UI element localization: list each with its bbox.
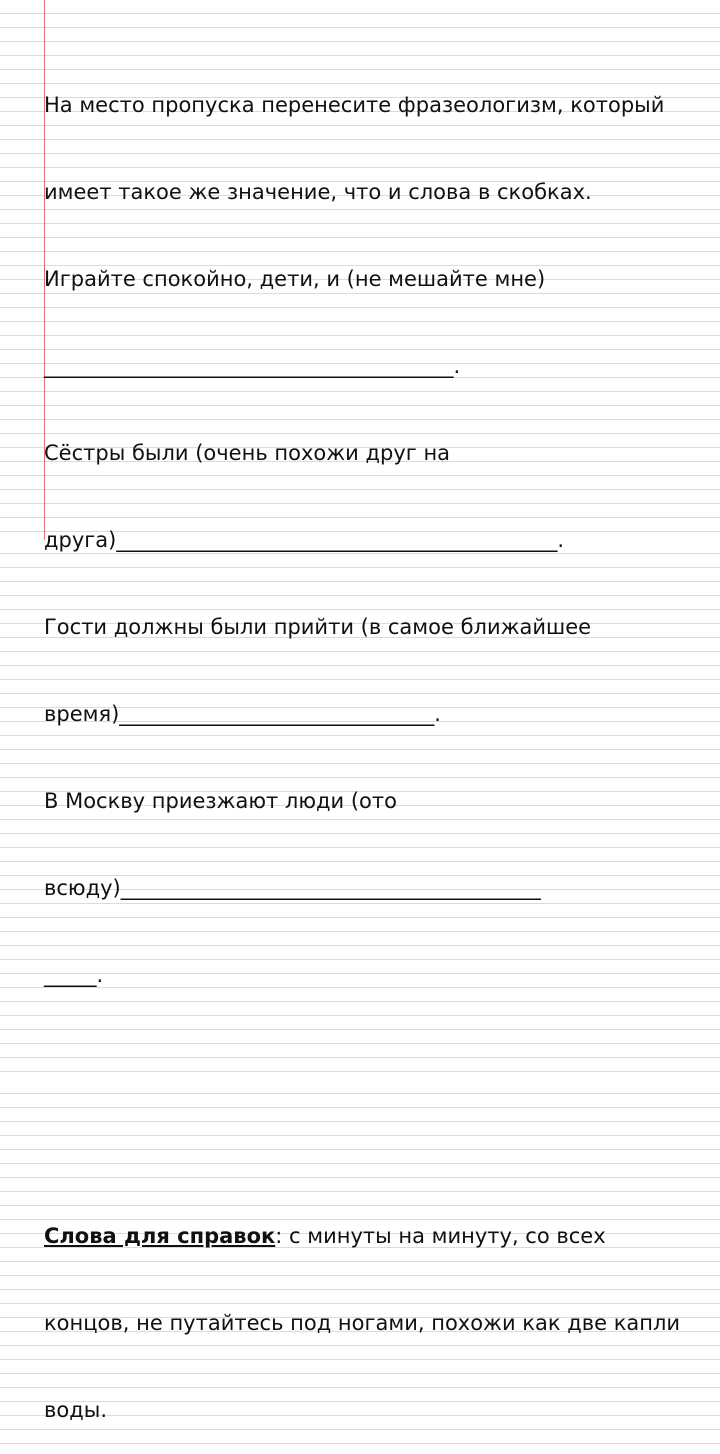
- exercise-line: Играйте спокойно, дети, и (не мешайте мне): [44, 267, 546, 291]
- exercise-line: Гости должны были прийти (в самое ближайшее: [44, 615, 592, 639]
- reference-first-line: [44, 1222, 716, 1251]
- spacer: [44, 1077, 716, 1135]
- answer-blank-line: время)______________________________.: [44, 702, 441, 726]
- exercise-line: В Москву приезжают люди (ото: [44, 789, 397, 813]
- reference-label: Слова для справок: [44, 1224, 276, 1248]
- exercise-text: [44, 33, 716, 1454]
- exercise-line: имеет такое же значение, что и слова в скобках.: [44, 180, 592, 204]
- answer-blank-line: друга)__________________________________________.: [44, 528, 565, 552]
- reference-line: воды.: [44, 1398, 107, 1422]
- answer-blank-line: всюду)________________________________________: [44, 876, 541, 900]
- reference-text: : с минуты на минуту, со всех: [275, 1224, 606, 1248]
- answer-blank-line: _____.: [44, 963, 104, 987]
- reference-line: концов, не путайтесь под ногами, похожи как две капли: [44, 1311, 681, 1335]
- answer-blank-line: _______________________________________.: [44, 354, 461, 378]
- exercise-line: Сёстры были (очень похожи друг на: [44, 441, 451, 465]
- exercise-line: На место пропуска перенесите фразеологизм, который: [44, 93, 665, 117]
